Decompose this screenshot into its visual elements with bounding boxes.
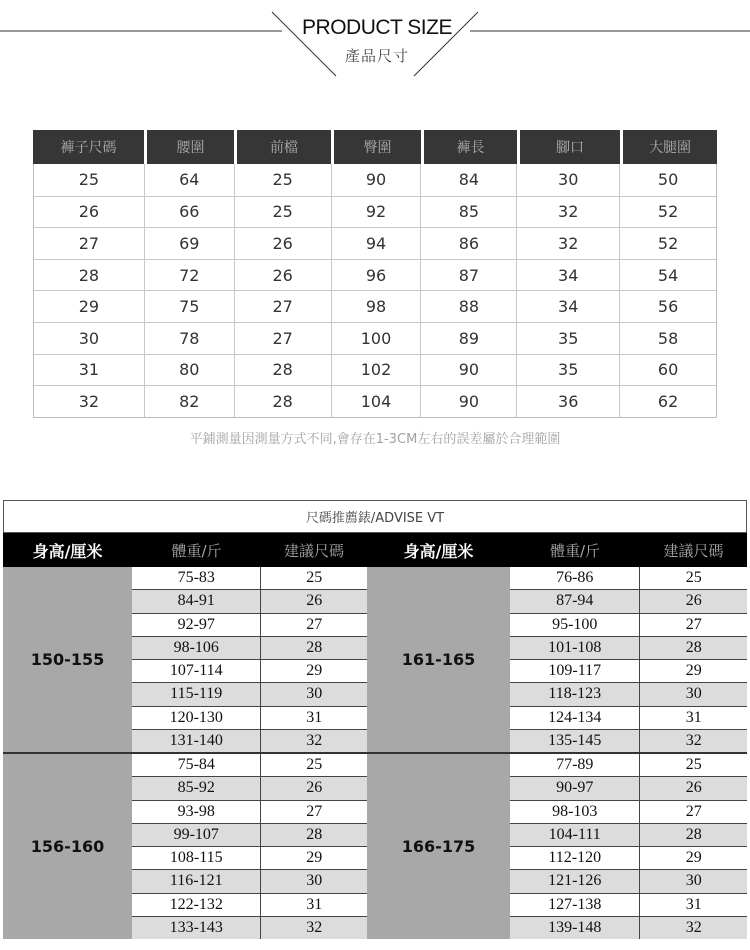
table-row xyxy=(510,567,747,589)
height-group-row xyxy=(3,752,747,939)
table-cell: 52 xyxy=(619,228,716,259)
weight-cell: 101-108 xyxy=(548,638,602,656)
table-cell: 90 xyxy=(420,386,516,417)
table-cell: 50 xyxy=(619,164,716,196)
weight-cell: 121-126 xyxy=(548,872,602,890)
size-cell: 26 xyxy=(639,590,747,612)
table-row xyxy=(34,322,716,354)
size-cell: 30 xyxy=(260,870,367,892)
size-cell: 26 xyxy=(260,777,367,799)
table-row xyxy=(510,589,747,612)
size-cell: 25 xyxy=(260,754,367,776)
table-row xyxy=(34,354,716,386)
advise-table-title: 尺碼推薦錶/ADVISE VT xyxy=(3,500,747,533)
weight-cell: 120-130 xyxy=(169,708,223,726)
header-cell: 體重/斤 xyxy=(171,541,222,560)
table-cell: 34 xyxy=(516,291,619,322)
size-cell: 32 xyxy=(260,917,367,939)
table-cell: 96 xyxy=(331,260,421,291)
table-row xyxy=(510,869,747,892)
table-row xyxy=(510,682,747,705)
table-cell: 89 xyxy=(420,323,516,354)
weight-cell: 85-92 xyxy=(177,779,215,797)
table-cell: 25 xyxy=(234,197,331,228)
table-cell: 60 xyxy=(619,355,716,386)
weight-cell: 135-145 xyxy=(548,731,602,749)
size-cell: 29 xyxy=(639,660,747,682)
table-cell: 30 xyxy=(78,328,100,348)
size-cell: 27 xyxy=(639,614,747,636)
size-cell: 28 xyxy=(639,637,747,659)
table-cell: 62 xyxy=(619,386,716,417)
page-header xyxy=(0,0,750,90)
size-cell: 29 xyxy=(260,847,367,869)
header-cell: 腳口 xyxy=(517,130,620,164)
weight-cell: 92-97 xyxy=(177,615,215,633)
table-row xyxy=(510,893,747,916)
table-cell: 86 xyxy=(420,228,516,259)
weight-cell: 107-114 xyxy=(169,662,223,680)
size-cell: 31 xyxy=(260,894,367,916)
table-cell: 29 xyxy=(78,297,100,317)
table-cell: 85 xyxy=(420,197,516,228)
size-cell: 29 xyxy=(260,660,367,682)
size-cell: 27 xyxy=(639,801,747,823)
size-cell: 28 xyxy=(260,824,367,846)
table-row xyxy=(132,682,367,705)
size-table xyxy=(33,130,717,417)
table-row xyxy=(510,729,747,752)
table-row xyxy=(132,589,367,612)
size-cell: 25 xyxy=(260,567,367,589)
table-cell: 84 xyxy=(420,164,516,196)
table-row xyxy=(510,823,747,846)
table-cell: 92 xyxy=(331,197,421,228)
weight-cell: 118-123 xyxy=(548,685,602,703)
measurement-note: 平鋪測量因測量方式不同,會存在1-3CM左右的誤差屬於合理範圍 xyxy=(189,432,561,447)
size-cell: 32 xyxy=(260,730,367,752)
height-range-cell: 150-155 xyxy=(3,567,132,752)
table-cell: 35 xyxy=(516,323,619,354)
weight-cell: 131-140 xyxy=(169,731,223,749)
table-row xyxy=(510,754,747,776)
weight-cell: 77-89 xyxy=(556,756,594,774)
weight-cell: 109-117 xyxy=(548,662,602,680)
header-cell: 褲子尺碼 xyxy=(33,130,144,164)
table-cell: 34 xyxy=(516,260,619,291)
table-cell: 26 xyxy=(78,202,100,222)
table-cell: 80 xyxy=(144,355,234,386)
table-cell: 27 xyxy=(78,233,100,253)
table-row xyxy=(34,290,716,322)
table-row xyxy=(132,776,367,799)
table-cell: 87 xyxy=(420,260,516,291)
table-cell: 69 xyxy=(144,228,234,259)
size-cell: 25 xyxy=(639,567,747,589)
table-cell: 100 xyxy=(331,323,421,354)
weight-cell: 95-100 xyxy=(552,615,598,633)
size-cell: 31 xyxy=(639,894,747,916)
table-cell: 78 xyxy=(144,323,234,354)
table-cell: 27 xyxy=(234,323,331,354)
table-cell: 102 xyxy=(331,355,421,386)
table-cell: 90 xyxy=(331,164,421,196)
weight-cell: 75-83 xyxy=(177,569,215,587)
weight-cell: 87-94 xyxy=(556,592,594,610)
size-cell: 32 xyxy=(639,917,747,939)
header-cell: 前檔 xyxy=(234,130,331,164)
table-cell: 26 xyxy=(234,260,331,291)
table-cell: 66 xyxy=(144,197,234,228)
advise-table-header xyxy=(3,533,747,567)
table-cell: 28 xyxy=(234,355,331,386)
weight-cell: 133-143 xyxy=(169,918,223,936)
table-row xyxy=(510,916,747,939)
table-cell: 26 xyxy=(234,228,331,259)
weight-size-list xyxy=(510,567,747,752)
weight-cell: 122-132 xyxy=(169,895,223,913)
table-cell: 94 xyxy=(331,228,421,259)
table-cell: 56 xyxy=(619,291,716,322)
weight-size-list xyxy=(132,567,367,752)
weight-cell: 98-103 xyxy=(552,802,598,820)
table-row xyxy=(34,385,716,417)
header-cell: 身高/厘米 xyxy=(32,541,103,561)
weight-cell: 90-97 xyxy=(556,779,594,797)
header-cell: 建議尺碼 xyxy=(663,541,724,560)
size-cell: 31 xyxy=(260,707,367,729)
table-cell: 88 xyxy=(420,291,516,322)
table-row xyxy=(34,227,716,259)
height-range-cell: 156-160 xyxy=(3,754,132,939)
table-cell: 72 xyxy=(144,260,234,291)
table-row xyxy=(34,164,716,196)
table-row xyxy=(510,659,747,682)
table-row xyxy=(132,869,367,892)
weight-cell: 104-111 xyxy=(548,825,601,843)
table-cell: 36 xyxy=(516,386,619,417)
table-row xyxy=(132,916,367,939)
weight-cell: 127-138 xyxy=(548,895,602,913)
header-cell: 臀圍 xyxy=(331,130,421,164)
table-row xyxy=(510,613,747,636)
size-cell: 28 xyxy=(260,637,367,659)
weight-size-list xyxy=(510,754,747,939)
table-row xyxy=(510,776,747,799)
table-cell: 52 xyxy=(619,197,716,228)
table-row xyxy=(132,729,367,752)
header-cell: 褲長 xyxy=(421,130,517,164)
size-table-header xyxy=(33,130,717,164)
header-cell: 體重/斤 xyxy=(549,541,601,560)
table-cell: 35 xyxy=(516,355,619,386)
table-cell: 32 xyxy=(516,197,619,228)
header-subtitle: 產品尺寸 xyxy=(344,47,409,65)
table-cell: 98 xyxy=(331,291,421,322)
header-title: PRODUCT SIZE xyxy=(302,16,452,39)
table-cell: 90 xyxy=(420,355,516,386)
table-cell: 75 xyxy=(144,291,234,322)
weight-cell: 115-119 xyxy=(170,685,223,703)
size-cell: 32 xyxy=(639,730,747,752)
size-cell: 30 xyxy=(639,870,747,892)
table-cell: 27 xyxy=(234,291,331,322)
size-cell: 30 xyxy=(639,683,747,705)
table-cell: 64 xyxy=(144,164,234,196)
weight-cell: 124-134 xyxy=(548,708,602,726)
table-row xyxy=(132,659,367,682)
table-row xyxy=(132,567,367,589)
table-row xyxy=(510,800,747,823)
size-cell: 26 xyxy=(639,777,747,799)
size-cell: 29 xyxy=(639,847,747,869)
size-cell: 31 xyxy=(639,707,747,729)
table-cell: 32 xyxy=(516,228,619,259)
weight-cell: 99-107 xyxy=(173,825,219,843)
weight-cell: 116-121 xyxy=(169,872,223,890)
table-cell: 28 xyxy=(78,265,100,285)
size-cell: 30 xyxy=(260,683,367,705)
weight-cell: 93-98 xyxy=(177,802,215,820)
height-range-cell: 166-175 xyxy=(367,754,510,939)
size-table-body xyxy=(33,164,717,418)
table-row xyxy=(510,636,747,659)
table-cell: 58 xyxy=(619,323,716,354)
header-cell: 身高/厘米 xyxy=(403,541,474,561)
table-cell: 28 xyxy=(234,386,331,417)
weight-cell: 98-106 xyxy=(173,638,219,656)
weight-cell: 76-86 xyxy=(556,569,594,587)
table-row xyxy=(34,259,716,291)
table-row xyxy=(132,706,367,729)
table-cell: 25 xyxy=(78,170,100,190)
table-row xyxy=(510,846,747,869)
weight-cell: 139-148 xyxy=(548,918,602,936)
table-row xyxy=(510,706,747,729)
table-row xyxy=(34,196,716,228)
table-row xyxy=(132,613,367,636)
table-row xyxy=(132,846,367,869)
header-cell: 建議尺碼 xyxy=(283,541,344,560)
table-row xyxy=(132,754,367,776)
weight-cell: 75-84 xyxy=(177,756,215,774)
header-cell: 腰圍 xyxy=(144,130,234,164)
size-cell: 26 xyxy=(260,590,367,612)
size-cell: 25 xyxy=(639,754,747,776)
table-cell: 32 xyxy=(78,391,100,411)
table-row xyxy=(132,893,367,916)
size-cell: 27 xyxy=(260,801,367,823)
table-cell: 25 xyxy=(234,164,331,196)
weight-size-list xyxy=(132,754,367,939)
size-cell: 27 xyxy=(260,614,367,636)
height-range-cell: 161-165 xyxy=(367,567,510,752)
advise-table xyxy=(3,500,747,938)
size-cell: 28 xyxy=(639,824,747,846)
weight-cell: 84-91 xyxy=(177,592,215,610)
table-cell: 104 xyxy=(331,386,421,417)
advise-table-body xyxy=(3,567,747,939)
table-cell: 82 xyxy=(144,386,234,417)
weight-cell: 108-115 xyxy=(169,849,223,867)
header-cell: 大腿圍 xyxy=(620,130,717,164)
table-row xyxy=(132,636,367,659)
height-group-row xyxy=(3,567,747,752)
table-cell: 30 xyxy=(516,164,619,196)
table-cell: 54 xyxy=(619,260,716,291)
table-row xyxy=(132,823,367,846)
table-row xyxy=(132,800,367,823)
weight-cell: 112-120 xyxy=(548,849,602,867)
table-cell: 31 xyxy=(78,360,100,380)
